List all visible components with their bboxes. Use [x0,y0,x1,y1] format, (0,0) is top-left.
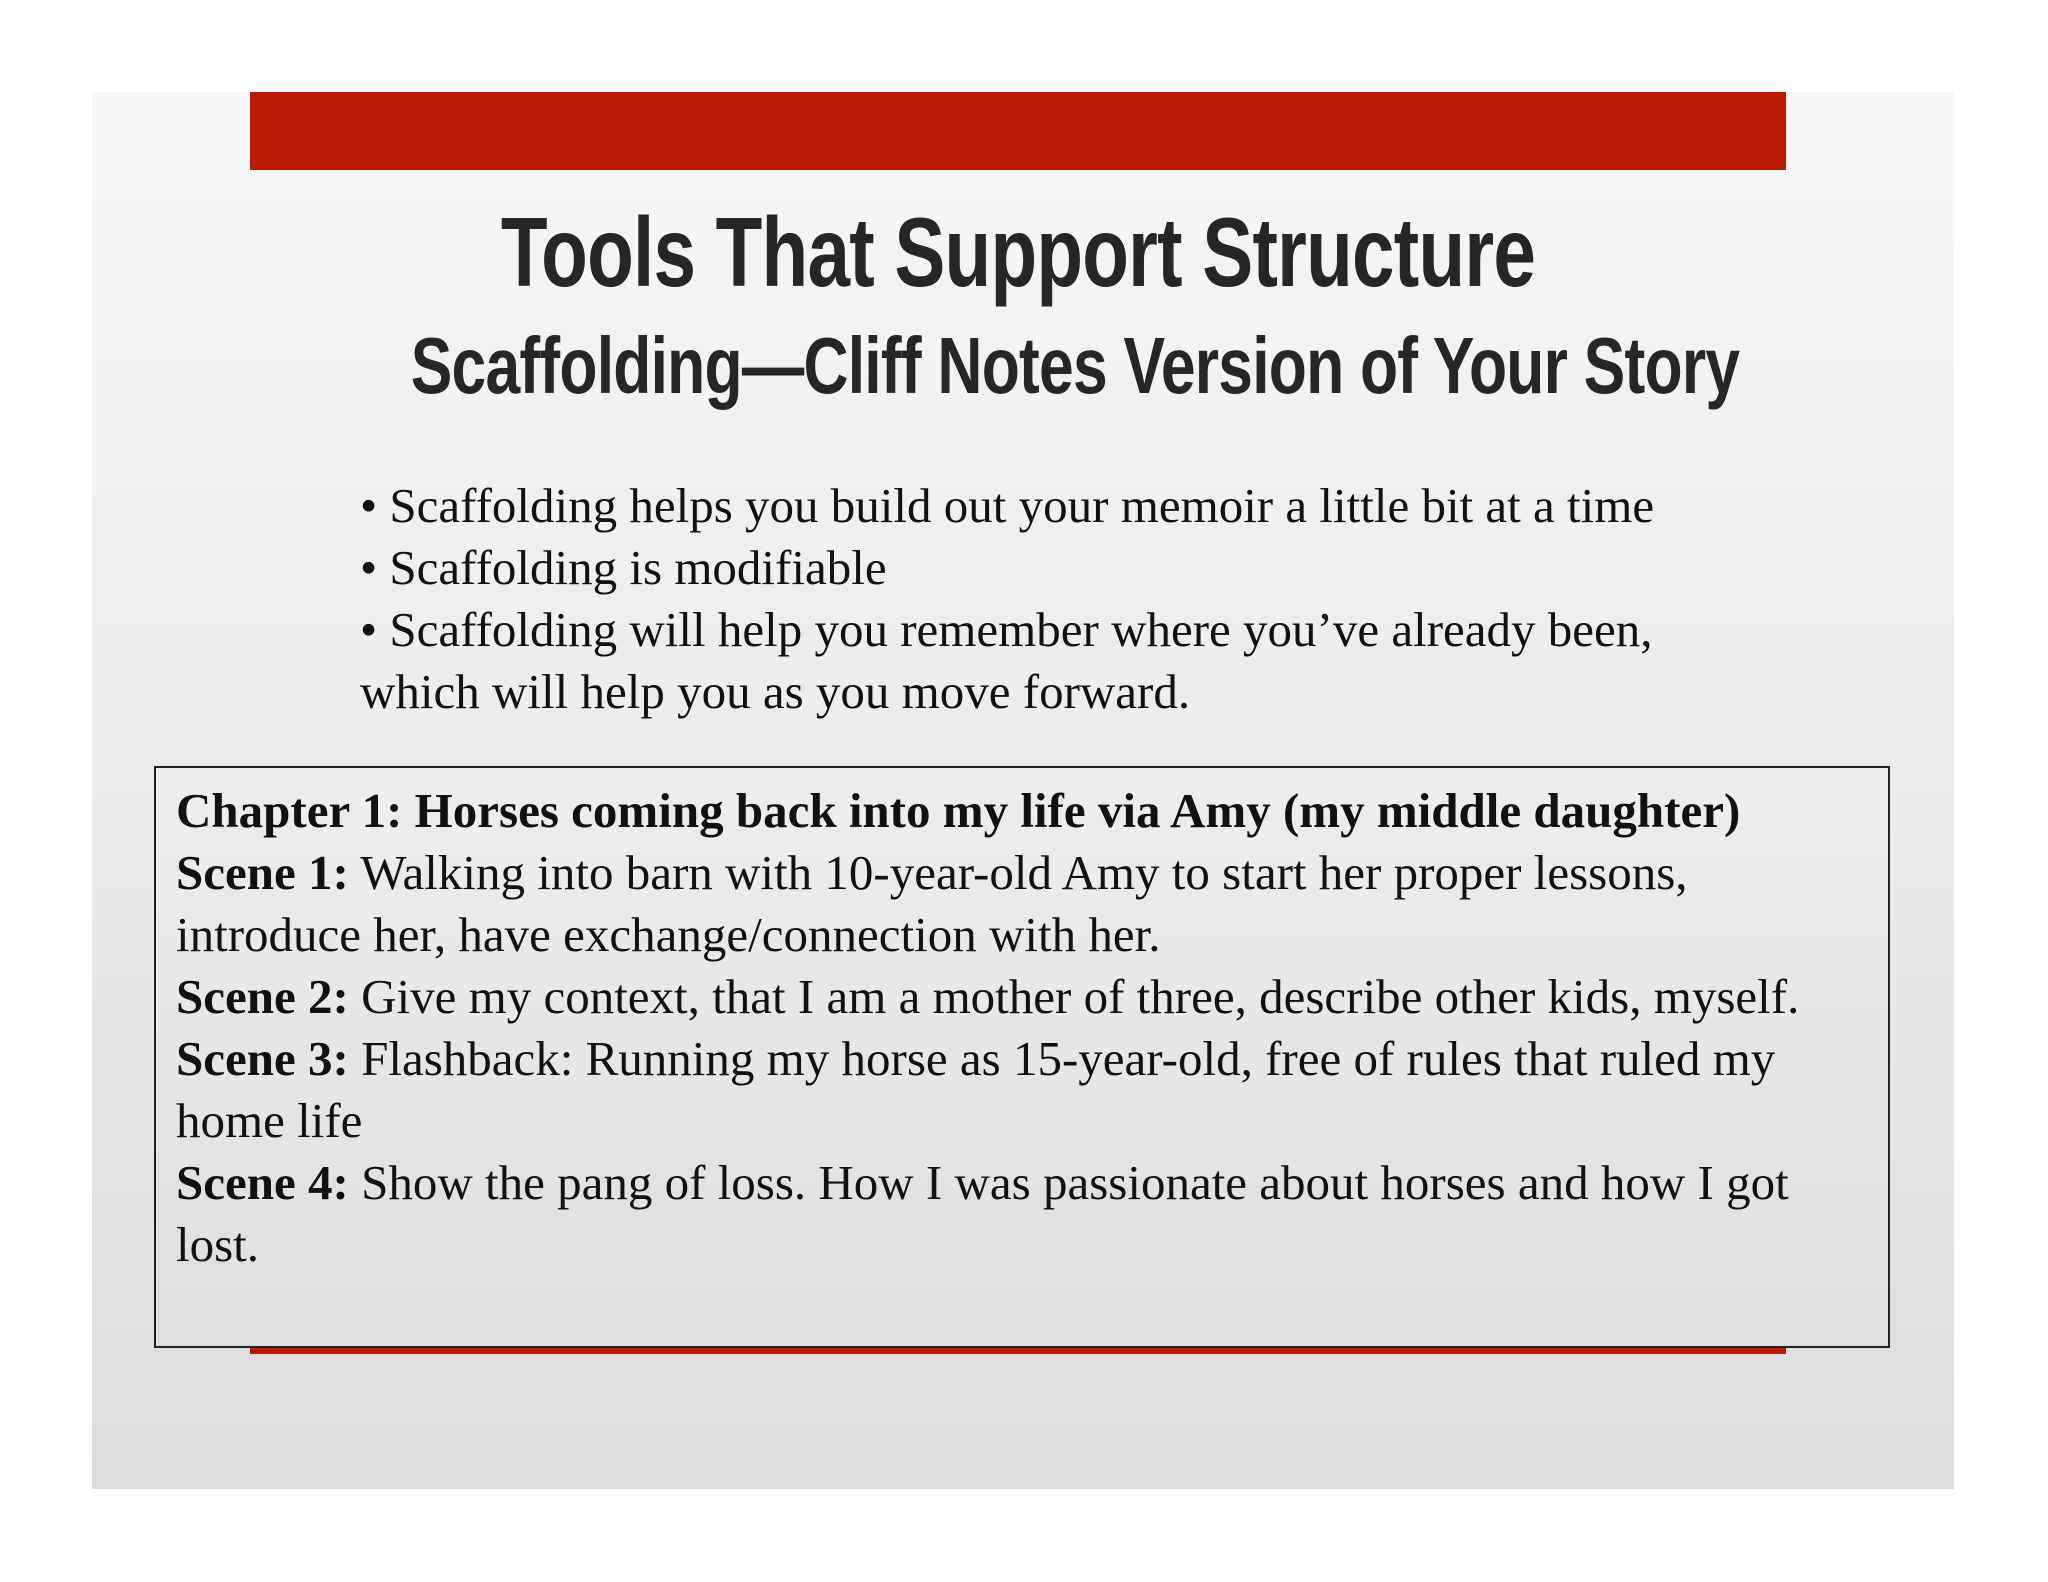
scene-entry [176,1028,1868,1152]
scene-entry [176,966,1868,1028]
accent-bar-top [250,92,1786,170]
scene-label: Scene 4: [176,1155,349,1210]
bullet-item: • Scaffolding is modifiable [360,540,887,595]
scene-entry [176,1152,1868,1276]
slide-subtitle: Scaffolding—Cliff Notes Version of Your Story [410,321,1740,410]
scene-label: Scene 2: [176,969,349,1024]
bullet-item: • Scaffolding helps you build out your memoir a little bit at a time [360,478,1655,533]
scene-entry [176,842,1868,966]
scene-text: Show the pang of loss. How I was passionate about horses and how I got lost. [176,1155,1789,1272]
chapter-outline-box [154,766,1890,1348]
scene-text: Walking into barn with 10-year-old Amy to start her proper lessons, introduce her, have exchange/connection with her. [176,845,1688,962]
bullet-list [360,475,1780,723]
scene-text: Flashback: Running my horse as 15-year-old, free of rules that ruled my home life [176,1031,1776,1148]
scene-text: Give my context, that I am a mother of three, describe other kids, myself. [348,969,1800,1024]
slide-title: Tools That Support Structure [500,197,1536,307]
scene-label: Scene 3: [176,1031,349,1086]
scene-label: Scene 1: [176,845,349,900]
bullet-item: • Scaffolding will help you remember where you’ve already been, which will help you as you move forward. [360,602,1653,719]
chapter-heading: Chapter 1: Horses coming back into my life via Amy (my middle daughter) [176,783,1741,838]
